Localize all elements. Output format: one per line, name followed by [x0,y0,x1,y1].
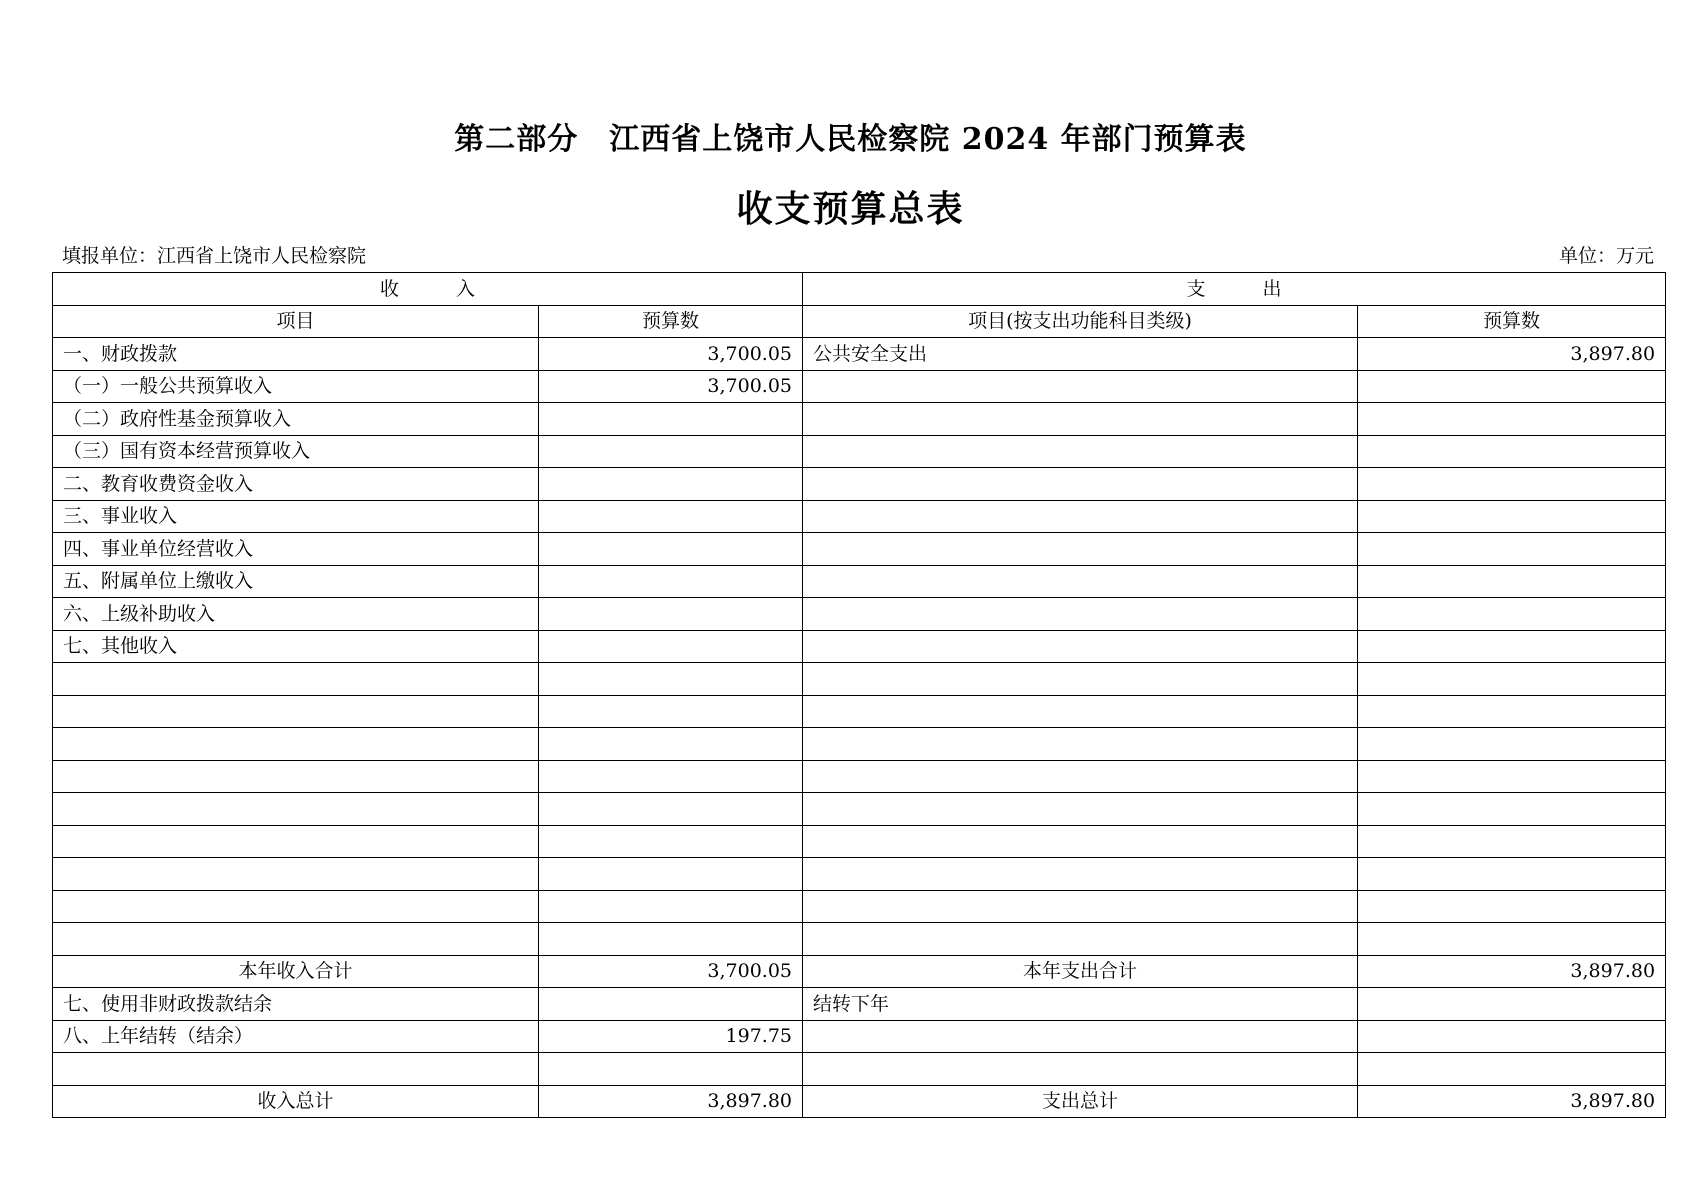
expense-value-cell: 3,897.80 [1358,338,1666,371]
income-item-cell: （二）政府性基金预算收入 [53,403,539,436]
table-row [53,435,1666,468]
expense-value-cell [1358,403,1666,436]
expense-value-cell [1358,728,1666,761]
income-item-cell: 七、使用非财政拨款结余 [53,988,539,1021]
income-value-cell [539,565,803,598]
expense-value-cell [1358,760,1666,793]
table-row [53,533,1666,566]
col-income-item: 项目 [53,305,539,338]
expense-value-cell [1358,630,1666,663]
table-row [53,598,1666,631]
expense-item-cell: 公共安全支出 [803,338,1358,371]
income-value-cell [539,630,803,663]
income-value-cell [539,793,803,826]
expense-item-cell: 结转下年 [803,988,1358,1021]
income-item-cell [53,858,539,891]
col-income-budget: 预算数 [539,305,803,338]
income-grand-total-value: 3,897.80 [539,1085,803,1118]
expense-item-cell [803,793,1358,826]
expense-item-cell [803,825,1358,858]
expense-grand-total-label: 支出总计 [803,1085,1358,1118]
expense-item-cell [803,565,1358,598]
expense-value-cell [1358,370,1666,403]
income-item-cell: 一、财政拨款 [53,338,539,371]
expense-item-cell [803,403,1358,436]
income-item-cell [53,1053,539,1086]
table-row [53,858,1666,891]
expense-item-cell [803,1020,1358,1053]
expense-value-cell [1358,435,1666,468]
expense-value-cell [1358,695,1666,728]
income-item-cell: 六、上级补助收入 [53,598,539,631]
expense-value-cell [1358,858,1666,891]
income-value-cell [539,403,803,436]
reporting-unit: 填报单位：江西省上饶市人民检察院 [62,245,367,267]
income-item-cell [53,695,539,728]
expense-value-cell [1358,500,1666,533]
income-item-cell [53,923,539,956]
expense-item-cell [803,695,1358,728]
table-row [53,338,1666,371]
table-row [53,1020,1666,1053]
table-row [53,695,1666,728]
expense-value-cell [1358,533,1666,566]
col-expense-budget: 预算数 [1358,305,1666,338]
expense-item-cell [803,500,1358,533]
income-grand-total-label: 收入总计 [53,1085,539,1118]
table-row [53,1053,1666,1086]
income-item-cell: 三、事业收入 [53,500,539,533]
table-row [53,370,1666,403]
income-value-cell: 197.75 [539,1020,803,1053]
expense-item-cell [803,663,1358,696]
table-row [53,468,1666,501]
income-section-header: 收 入 [53,273,803,306]
income-value-cell [539,988,803,1021]
income-item-cell [53,825,539,858]
income-item-cell: 四、事业单位经营收入 [53,533,539,566]
expense-item-cell [803,1053,1358,1086]
income-item-cell: （一）一般公共预算收入 [53,370,539,403]
income-value-cell [539,468,803,501]
income-item-cell [53,760,539,793]
income-item-cell: 五、附属单位上缴收入 [53,565,539,598]
expense-item-cell [803,630,1358,663]
income-item-cell: 二、教育收费资金收入 [53,468,539,501]
table-row [53,825,1666,858]
expense-item-cell [803,533,1358,566]
income-value-cell [539,825,803,858]
expense-item-cell [803,598,1358,631]
budget-table-body [53,273,1666,1118]
year-income-total-value: 3,700.05 [539,955,803,988]
expense-item-cell [803,760,1358,793]
expense-item-cell [803,435,1358,468]
expense-item-cell [803,728,1358,761]
income-item-cell: 七、其他收入 [53,630,539,663]
year-income-total-label: 本年收入合计 [53,955,539,988]
table-row [53,500,1666,533]
income-item-cell [53,793,539,826]
expense-value-cell [1358,1053,1666,1086]
income-item-cell: （三）国有资本经营预算收入 [53,435,539,468]
table-row [53,663,1666,696]
income-value-cell [539,500,803,533]
expense-value-cell [1358,468,1666,501]
expense-value-cell [1358,793,1666,826]
table-row [53,923,1666,956]
income-item-cell [53,728,539,761]
col-expense-item: 项目(按支出功能科目类级) [803,305,1358,338]
expense-value-cell [1358,825,1666,858]
section-header-row [53,273,1666,306]
table-row [53,890,1666,923]
expense-value-cell [1358,565,1666,598]
income-value-cell [539,858,803,891]
budget-table [52,272,1666,1118]
part-title: 第二部分 江西省上饶市人民检察院 2024 年部门预算表 [454,122,1247,157]
table-row [53,565,1666,598]
table-row [53,988,1666,1021]
table-row [53,728,1666,761]
table-title: 收支预算总表 [736,188,965,230]
table-row [53,760,1666,793]
income-value-cell: 3,700.05 [539,338,803,371]
table-row [53,630,1666,663]
income-value-cell [539,598,803,631]
income-value-cell [539,760,803,793]
expense-value-cell [1358,598,1666,631]
expense-value-cell [1358,890,1666,923]
currency-unit: 单位：万元 [1558,245,1654,267]
income-value-cell [539,890,803,923]
grand-total-row [53,1085,1666,1118]
expense-item-cell [803,858,1358,891]
expense-value-cell [1358,1020,1666,1053]
income-value-cell [539,728,803,761]
table-row [53,403,1666,436]
income-value-cell: 3,700.05 [539,370,803,403]
expense-item-cell [803,370,1358,403]
year-expense-total-value: 3,897.80 [1358,955,1666,988]
income-item-cell [53,890,539,923]
income-value-cell [539,663,803,696]
expense-grand-total-value: 3,897.80 [1358,1085,1666,1118]
income-item-cell [53,663,539,696]
income-value-cell [539,695,803,728]
expense-value-cell [1358,988,1666,1021]
year-expense-total-label: 本年支出合计 [803,955,1358,988]
expense-value-cell [1358,663,1666,696]
income-value-cell [539,923,803,956]
expense-value-cell [1358,923,1666,956]
expense-item-cell [803,923,1358,956]
income-value-cell [539,533,803,566]
table-row [53,793,1666,826]
expense-section-header: 支 出 [803,273,1666,306]
expense-item-cell [803,468,1358,501]
income-value-cell [539,435,803,468]
column-header-row [53,305,1666,338]
expense-item-cell [803,890,1358,923]
year-total-row [53,955,1666,988]
income-item-cell: 八、上年结转（结余） [53,1020,539,1053]
income-value-cell [539,1053,803,1086]
